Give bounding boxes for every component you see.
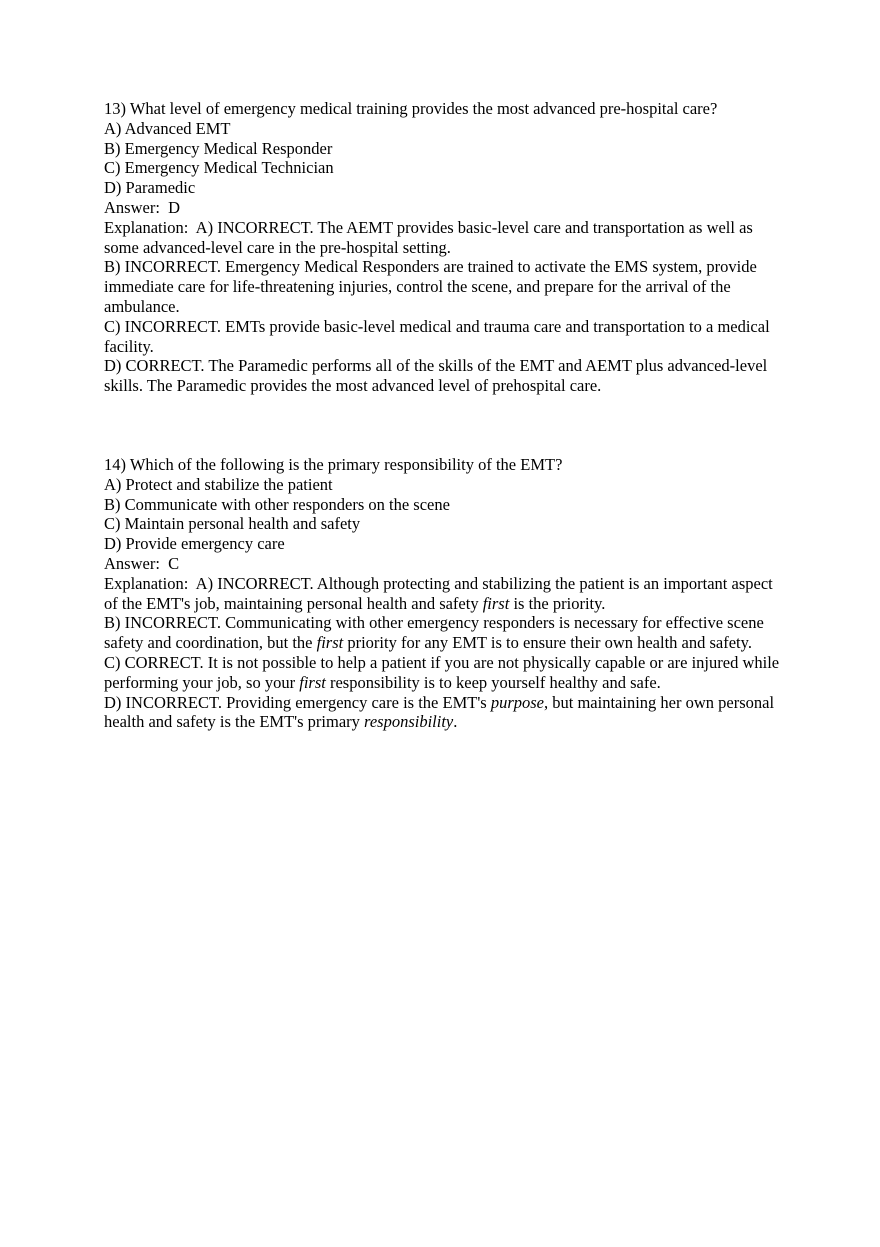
text-segment: D) Provide emergency care	[104, 534, 285, 554]
paragraph	[104, 534, 780, 554]
text-segment: B) INCORRECT. Communicating with other emergency responders is necessary for effective scene safety and coordination, but the	[104, 613, 768, 653]
paragraph	[104, 99, 780, 119]
text-segment: 14) Which of the following is the primary responsibility of the EMT?	[104, 454, 563, 474]
paragraph	[104, 652, 784, 693]
text-segment: C) INCORRECT. EMTs provide basic-level medical and trauma care and transportation to a medical facility.	[104, 316, 774, 356]
text-segment: B) Communicate with other responders on the scene	[104, 494, 450, 514]
text-segment: C) Emergency Medical Technician	[104, 158, 334, 178]
text-segment: C) CORRECT. It is not possible to help a patient if you are not physically capable or are injured while performing your job, so your	[104, 652, 784, 692]
question-13-block	[104, 99, 780, 396]
paragraph	[104, 554, 780, 574]
question-spacer	[104, 396, 780, 455]
text-segment: .	[453, 712, 458, 732]
italic-text-segment: first	[299, 672, 326, 692]
paragraph	[104, 356, 780, 396]
text-segment: C) Maintain personal health and safety	[104, 514, 361, 534]
paragraph	[104, 455, 780, 475]
paragraph	[104, 257, 780, 316]
text-segment: D) INCORRECT. Providing emergency care is the EMT's	[104, 692, 491, 712]
italic-text-segment: responsibility	[364, 712, 454, 732]
text-segment: is the priority.	[509, 593, 606, 613]
paragraph	[104, 613, 780, 653]
text-segment: Answer: C	[104, 553, 180, 573]
text-segment: Explanation: A) INCORRECT. The AEMT provides basic-level care and transportation as well as some advanced-level care in the pre-hospital setting.	[104, 217, 757, 257]
text-segment: priority for any EMT is to ensure their own health and safety.	[343, 633, 752, 653]
text-segment: responsibility is to keep yourself healthy and safe.	[325, 672, 661, 692]
paragraph	[104, 158, 780, 178]
paragraph	[104, 574, 780, 614]
text-segment: D) CORRECT. The Paramedic performs all of the skills of the EMT and AEMT plus advanced-level skills. The Paramedic provides the most advanced level of prehospital care.	[104, 356, 772, 396]
paragraph	[104, 119, 780, 139]
paragraph	[104, 139, 780, 159]
text-segment: Explanation: A) INCORRECT. Although protecting and stabilizing the patient is an important aspect of the EMT's job, maintaining personal health and safety	[104, 573, 777, 613]
text-segment: A) Advanced EMT	[104, 118, 231, 138]
text-segment: Answer: D	[104, 197, 181, 217]
paragraph	[104, 198, 780, 218]
paragraph	[104, 317, 780, 357]
italic-text-segment: purpose	[490, 692, 545, 712]
italic-text-segment: first	[482, 593, 510, 613]
paragraph	[104, 218, 780, 258]
text-segment: B) INCORRECT. Emergency Medical Responders are trained to activate the EMS system, provide immediate care for life-threatening injuries, control the scene, and prepare for the arrival of the ambulance.	[104, 257, 761, 316]
text-segment: , but maintaining her own personal health and safety is the EMT's primary	[104, 692, 779, 732]
paragraph	[104, 495, 780, 515]
text-segment: A) Protect and stabilize the patient	[104, 474, 333, 494]
italic-text-segment: first	[316, 633, 344, 653]
paragraph	[104, 475, 780, 495]
paragraph	[104, 693, 780, 733]
paragraph	[104, 514, 780, 534]
question-14-block	[104, 454, 784, 732]
text-segment: B) Emergency Medical Responder	[104, 138, 333, 158]
text-segment: D) Paramedic	[104, 178, 196, 198]
text-segment: 13) What level of emergency medical training provides the most advanced pre-hospital care?	[104, 99, 718, 118]
paragraph	[104, 178, 780, 198]
